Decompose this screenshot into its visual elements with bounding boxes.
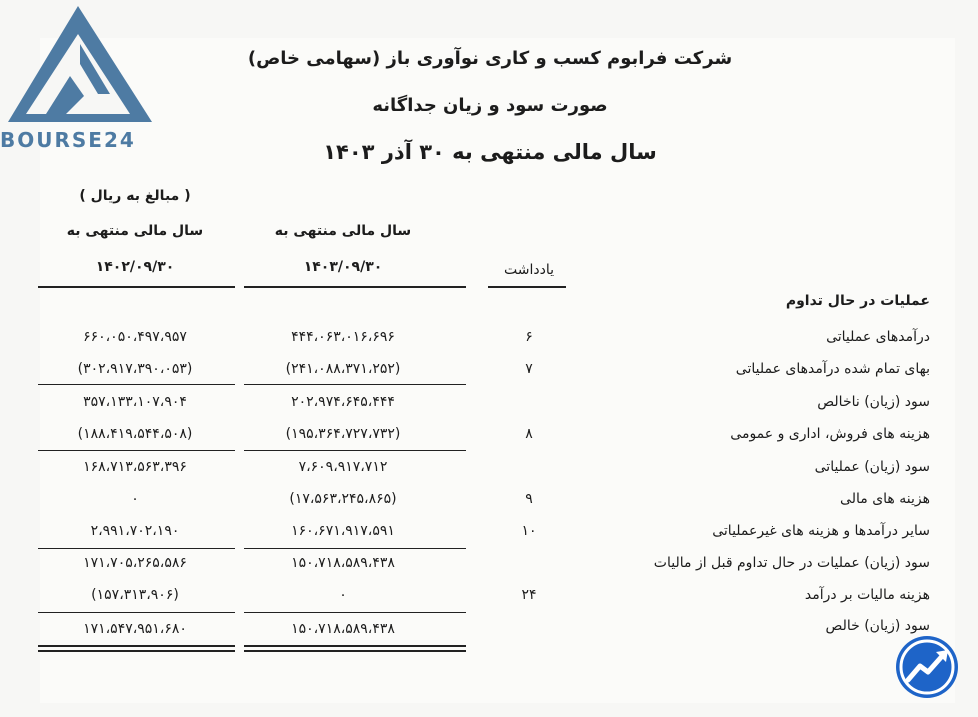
row-current-value: ۴۴۴،۰۶۳،۰۱۶،۶۹۶ — [291, 329, 395, 345]
note-column-header: یادداشت — [504, 262, 554, 278]
row-note: ۲۴ — [521, 587, 537, 603]
subtotal-rule — [38, 548, 235, 549]
row-label: سود (زیان) عملیات در حال تداوم قبل از مالیات — [653, 555, 930, 571]
row-prior-value: (۱۸۸،۴۱۹،۵۴۴،۵۰۸) — [77, 426, 193, 442]
row-prior-value: ۱۷۱،۷۰۵،۲۶۵،۵۸۶ — [83, 555, 187, 571]
row-note: ۶ — [525, 329, 533, 345]
row-current-value: ۱۵۰،۷۱۸،۵۸۹،۴۳۸ — [291, 555, 395, 571]
row-label: سود (زیان) عملیاتی — [814, 459, 930, 475]
statement-title: صورت سود و زیان جداگانه — [372, 95, 608, 116]
current-period-date: ۱۴۰۳/۰۹/۳۰ — [303, 259, 383, 275]
row-note: ۱۰ — [521, 523, 537, 539]
row-prior-value: ۶۶۰،۰۵۰،۴۹۷،۹۵۷ — [83, 329, 187, 345]
row-current-value: ۰ — [339, 587, 347, 603]
row-prior-value: (۱۵۷،۳۱۳،۹۰۶) — [91, 587, 179, 603]
row-label: بهای تمام شده درآمدهای عملیاتی — [735, 361, 930, 377]
trend-badge-icon — [896, 636, 958, 698]
subtotal-rule — [244, 548, 466, 549]
unit-label: ( مبالغ به ریال ) — [79, 188, 191, 204]
row-current-value: (۲۴۱،۰۸۸،۳۷۱،۲۵۲) — [285, 361, 401, 377]
header-rule-note — [488, 286, 566, 288]
total-double-rule — [244, 645, 466, 647]
period-title: سال مالی منتهی به ۳۰ آذر ۱۴۰۳ — [323, 140, 657, 164]
row-current-value: ۱۵۰،۷۱۸،۵۸۹،۴۳۸ — [291, 621, 395, 637]
company-name: شرکت فرابوم کسب و کاری نوآوری باز (سهامی خاص) — [247, 48, 733, 69]
subtotal-rule — [244, 450, 466, 451]
row-prior-value: ۱۶۸،۷۱۳،۵۶۳،۳۹۶ — [83, 459, 187, 475]
row-current-value: ۱۶۰،۶۷۱،۹۱۷،۵۹۱ — [291, 523, 395, 539]
row-prior-value: (۳۰۲،۹۱۷،۳۹۰،۰۵۳) — [77, 361, 193, 377]
row-current-value: ۷،۶۰۹،۹۱۷،۷۱۲ — [298, 459, 388, 475]
prior-period-label: سال مالی منتهی به — [66, 223, 204, 239]
logo-text: BOURSE24 — [0, 128, 136, 152]
row-label: سایر درآمدها و هزینه های غیرعملیاتی — [712, 523, 930, 539]
section-title: عملیات در حال تداوم — [785, 293, 930, 309]
subtotal-rule — [38, 384, 235, 385]
row-prior-value: ۱۷۱،۵۴۷،۹۵۱،۶۸۰ — [83, 621, 187, 637]
total-double-rule — [244, 650, 466, 652]
row-label: هزینه های مالی — [840, 491, 930, 507]
row-current-value: (۱۹۵،۳۶۴،۷۲۷،۷۳۲) — [285, 426, 401, 442]
row-label: هزینه مالیات بر درآمد — [804, 587, 930, 603]
row-current-value: ۲۰۲،۹۷۴،۶۴۵،۴۴۴ — [291, 394, 395, 410]
subtotal-rule — [244, 384, 466, 385]
row-current-value: (۱۷،۵۶۳،۲۴۵،۸۶۵) — [289, 491, 397, 507]
logo-triangle-icon — [6, 4, 156, 126]
current-period-label: سال مالی منتهی به — [274, 223, 412, 239]
total-double-rule — [38, 650, 235, 652]
row-prior-value: ۲،۹۹۱،۷۰۲،۱۹۰ — [90, 523, 180, 539]
row-prior-value: ۳۵۷،۱۳۳،۱۰۷،۹۰۴ — [83, 394, 187, 410]
row-label: درآمدهای عملیاتی — [826, 329, 930, 345]
row-label: سود (زیان) خالص — [825, 618, 930, 634]
subtotal-rule — [38, 612, 235, 613]
bourse24-logo — [0, 4, 160, 152]
prior-period-date: ۱۴۰۲/۰۹/۳۰ — [95, 259, 175, 275]
header-rule-current — [244, 286, 466, 288]
row-note: ۸ — [525, 426, 533, 442]
subtotal-rule — [244, 612, 466, 613]
row-label: سود (زیان) ناخالص — [817, 394, 930, 410]
row-note: ۷ — [525, 361, 533, 377]
total-double-rule — [38, 645, 235, 647]
subtotal-rule — [38, 450, 235, 451]
row-label: هزینه های فروش، اداری و عمومی — [730, 426, 930, 442]
header-rule-prior — [38, 286, 235, 288]
row-note: ۹ — [525, 491, 533, 507]
row-prior-value: ۰ — [131, 491, 139, 507]
